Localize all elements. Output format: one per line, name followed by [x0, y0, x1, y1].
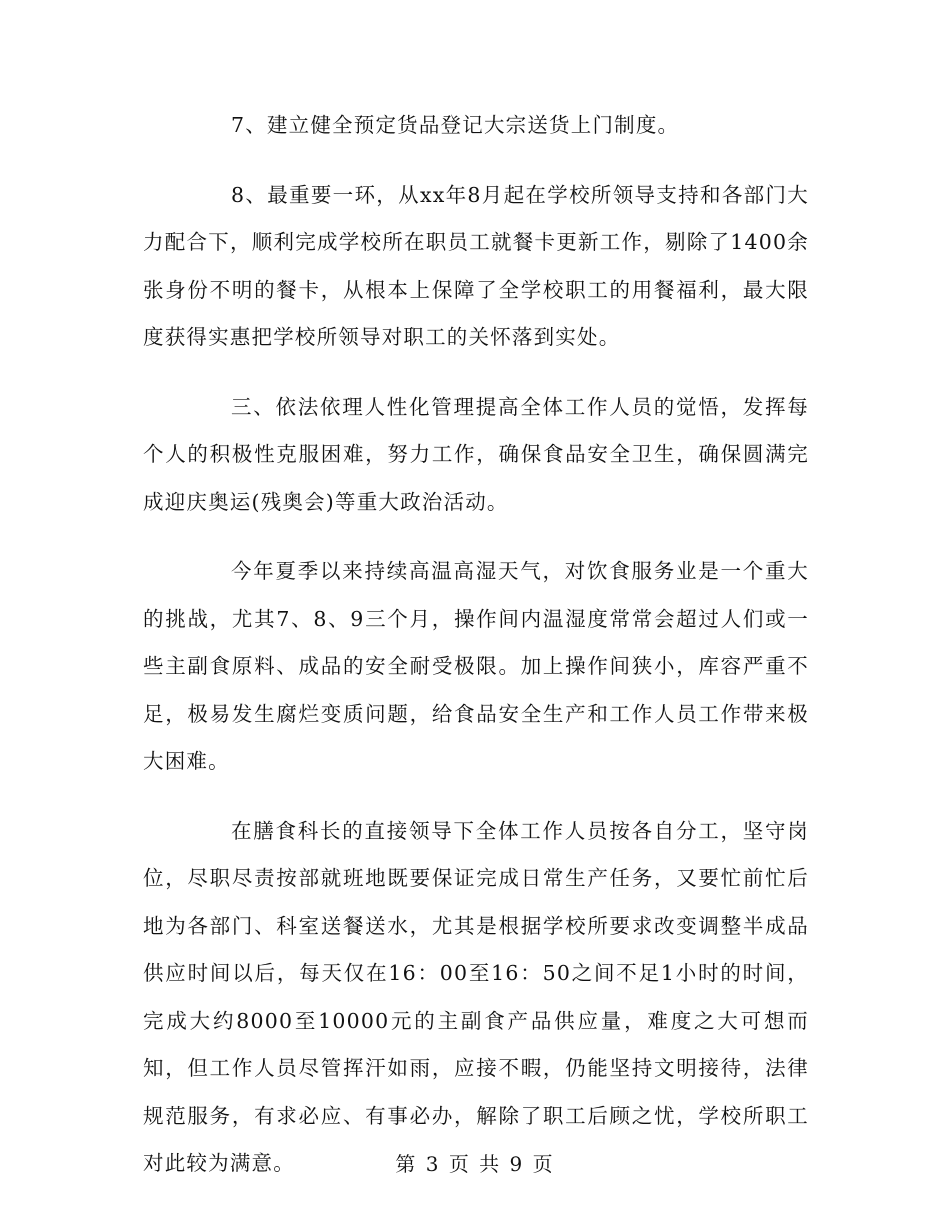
paragraph-item-8: 8、最重要一环，从xx年8月起在学校所领导支持和各部门大力配合下，顺利完成学校所在职员工就餐卡更新工作，剔除了1400余张身份不明的餐卡，从根本上保障了全学校职工的用餐福利，最大限度获得实惠把学校所领导对职工的关怀落到实处。 [143, 182, 809, 349]
paragraph-staff-effort: 在膳食科长的直接领导下全体工作人员按各自分工，坚守岗位，尽职尽责按部就班地既要保证完成日常生产任务，又要忙前忙后地为各部门、科室送餐送水，尤其是根据学校所要求改变调整半成品供应时间以后，每天仅在16：00至16：50之间不足1小时的时间，完成大约8000至10000元的主副食产品供应量，难度之大可想而知，但工作人员尽管挥汗如雨，应接不暇，仍能坚持文明接待，法律规范服务，有求必应、有事必办，解除了职工后顾之忧，学校所职工对此较为满意。 [143, 818, 809, 1175]
page-number-footer: 第 3 页 共 9 页 [395, 1152, 555, 1176]
paragraph-item-7: 7、建立健全预定货品登记大宗送货上门制度。 [231, 113, 680, 137]
paragraph-section-3: 三、依法依理人性化管理提高全体工作人员的觉悟，发挥每个人的积极性克服困难，努力工作，确保食品安全卫生，确保圆满完成迎庆奥运(残奥会)等重大政治活动。 [143, 394, 809, 514]
document-body [143, 102, 809, 1222]
paragraph-summer-challenge: 今年夏季以来持续高温高湿天气，对饮食服务业是一个重大的挑战，尤其7、8、9三个月，操作间内温湿度常常会超过人们或一些主副食原料、成品的安全耐受极限。加上操作间狭小，库容严重不足，极易发生腐烂变质问题，给食品安全生产和工作人员工作带来极大困难。 [143, 559, 809, 773]
